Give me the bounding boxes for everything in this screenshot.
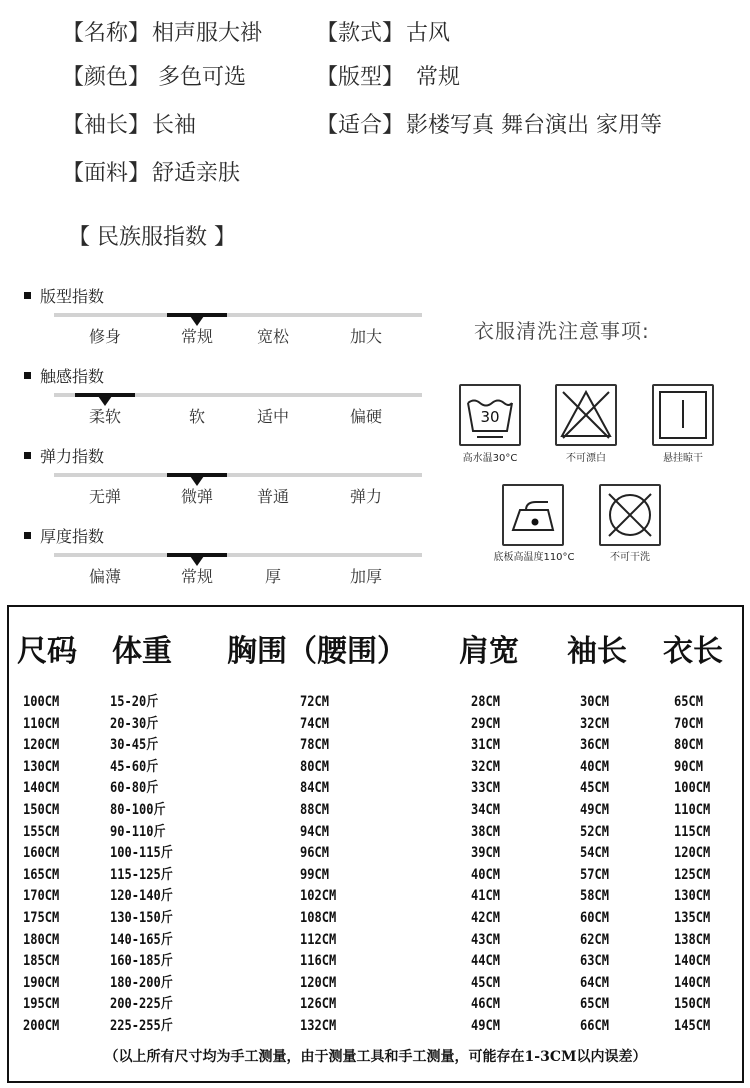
attr-fabric-key: 【面料】 [62, 161, 151, 186]
bullet-square-icon [24, 292, 31, 299]
index-title-text: 弹力指数 [40, 447, 105, 466]
header-size: 尺码 [17, 634, 77, 669]
table-row [9, 908, 742, 930]
cell-chest: 116CM [300, 953, 337, 970]
cell-chest: 102CM [300, 888, 337, 905]
cell-weight: 60-80斤 [110, 780, 159, 797]
attr-name [62, 20, 262, 48]
index-option-label: 加大 [349, 327, 382, 346]
index-option-label: 软 [188, 407, 205, 426]
cell-shoulder: 40CM [471, 866, 500, 883]
cell-sleeve: 62CM [580, 931, 609, 948]
cell-size: 160CM [23, 845, 60, 862]
cell-length: 115CM [674, 823, 711, 840]
index-title [24, 367, 104, 387]
cell-chest: 94CM [300, 823, 329, 840]
cell-size: 190CM [23, 974, 60, 991]
attr-style [316, 20, 450, 48]
attr-suitable-value: 影楼写真 舞台演出 家用等 [406, 113, 663, 138]
attr-sleeve [62, 112, 196, 140]
attr-name-value: 相声服大褂 [152, 21, 263, 46]
cell-shoulder: 41CM [471, 888, 500, 905]
cell-length: 140CM [674, 974, 711, 991]
table-row [9, 843, 742, 865]
attr-fit-key: 【版型】 [316, 65, 405, 90]
cell-shoulder: 45CM [471, 974, 500, 991]
cell-sleeve: 36CM [580, 737, 609, 754]
index-option-label: 适中 [256, 407, 289, 426]
index-pointer-icon [190, 556, 204, 566]
cell-shoulder: 43CM [471, 931, 500, 948]
cell-chest: 78CM [300, 737, 329, 754]
cell-chest: 96CM [300, 845, 329, 862]
wash-temp-number: 30 [480, 408, 500, 426]
iron-caption: 底板高温度110°C [493, 552, 575, 563]
table-row [9, 865, 742, 887]
ethnic-index-title: 【 民族服指数 】 [68, 225, 236, 250]
cell-size: 130CM [23, 758, 60, 775]
table-row [9, 757, 742, 779]
hang-dry-caption: 悬挂晾干 [663, 453, 703, 464]
cell-shoulder: 44CM [471, 953, 500, 970]
attr-name-key: 【名称】 [62, 21, 151, 46]
cell-sleeve: 32CM [580, 715, 609, 732]
index-option-label: 微弹 [180, 487, 213, 506]
size-table [7, 605, 744, 1083]
cell-size: 195CM [23, 996, 60, 1013]
table-row [9, 822, 742, 844]
bullet-square-icon [24, 532, 31, 539]
cell-length: 65CM [674, 694, 703, 710]
table-row [9, 714, 742, 736]
cell-size: 155CM [23, 823, 60, 840]
index-title-text: 厚度指数 [40, 527, 105, 546]
index-option-label: 偏薄 [88, 567, 121, 586]
cell-size: 150CM [23, 802, 60, 818]
cell-size: 180CM [23, 931, 60, 948]
cell-chest: 108CM [300, 910, 337, 926]
cell-weight: 100-115斤 [110, 845, 173, 862]
cell-length: 110CM [674, 802, 711, 818]
attr-suitable-key: 【适合】 [316, 113, 405, 138]
cell-shoulder: 42CM [471, 910, 500, 926]
care-title: 衣服清洗注意事项: [474, 319, 650, 343]
index-option-label: 无弹 [88, 487, 121, 506]
index-option-label: 厚 [264, 567, 281, 586]
cell-sleeve: 58CM [580, 888, 609, 905]
cell-sleeve: 54CM [580, 845, 609, 862]
index-scale-track [54, 313, 422, 317]
attr-color-value: 多色可选 [158, 65, 247, 90]
no-dry-clean-icon [599, 484, 661, 546]
header-weight: 体重 [112, 634, 172, 669]
table-row [9, 930, 742, 952]
index-option-label: 常规 [180, 327, 213, 346]
cell-shoulder: 33CM [471, 780, 500, 797]
cell-sleeve: 45CM [580, 780, 609, 797]
index-scale-track [54, 553, 422, 557]
cell-length: 125CM [674, 866, 711, 883]
cell-weight: 20-30斤 [110, 715, 159, 732]
table-row [9, 692, 742, 714]
index-pointer-icon [190, 476, 204, 486]
index-option-label: 修身 [88, 327, 121, 346]
cell-length: 130CM [674, 888, 711, 905]
attr-fit [316, 64, 460, 92]
cell-size: 175CM [23, 910, 60, 926]
index-title [24, 527, 104, 547]
attr-color-key: 【颜色】 [62, 65, 151, 90]
cell-length: 100CM [674, 780, 711, 797]
cell-weight: 180-200斤 [110, 974, 173, 991]
cell-sleeve: 30CM [580, 694, 609, 710]
cell-chest: 84CM [300, 780, 329, 797]
table-row [9, 951, 742, 973]
cell-weight: 160-185斤 [110, 953, 173, 970]
cell-length: 90CM [674, 758, 703, 775]
cell-sleeve: 63CM [580, 953, 609, 970]
cell-chest: 88CM [300, 802, 329, 818]
index-option-label: 加厚 [349, 567, 382, 586]
cell-size: 140CM [23, 780, 60, 797]
cell-weight: 115-125斤 [110, 866, 173, 883]
index-pointer-icon [190, 316, 204, 326]
cell-length: 120CM [674, 845, 711, 862]
cell-length: 150CM [674, 996, 711, 1013]
cell-sleeve: 60CM [580, 910, 609, 926]
cell-shoulder: 49CM [471, 1018, 500, 1034]
cell-weight: 45-60斤 [110, 758, 159, 775]
iron-110-icon [502, 484, 564, 546]
table-row [9, 735, 742, 757]
attr-sleeve-key: 【袖长】 [62, 113, 151, 138]
index-option-label: 柔软 [88, 407, 121, 426]
cell-shoulder: 28CM [471, 694, 500, 710]
cell-size: 170CM [23, 888, 60, 905]
cell-shoulder: 34CM [471, 802, 500, 818]
index-option-label: 普通 [256, 487, 289, 506]
header-length: 衣长 [663, 634, 723, 669]
hang-dry-icon [652, 384, 714, 446]
cell-chest: 72CM [300, 694, 329, 710]
cell-length: 138CM [674, 931, 711, 948]
cell-weight: 130-150斤 [110, 910, 173, 926]
cell-weight: 15-20斤 [110, 694, 159, 710]
cell-length: 80CM [674, 737, 703, 754]
cell-weight: 90-110斤 [110, 823, 166, 840]
cell-chest: 99CM [300, 866, 329, 883]
index-scale-track [54, 473, 422, 477]
cell-weight: 120-140斤 [110, 888, 173, 905]
cell-shoulder: 38CM [471, 823, 500, 840]
cell-chest: 126CM [300, 996, 337, 1013]
index-option-label: 常规 [180, 567, 213, 586]
no-dry-clean-caption: 不可干洗 [610, 552, 650, 563]
cell-shoulder: 46CM [471, 996, 500, 1013]
index-title-text: 版型指数 [40, 287, 105, 306]
attr-style-key: 【款式】 [316, 21, 405, 46]
cell-length: 140CM [674, 953, 711, 970]
cell-sleeve: 65CM [580, 996, 609, 1013]
cell-size: 185CM [23, 953, 60, 970]
cell-chest: 112CM [300, 931, 337, 948]
cell-shoulder: 39CM [471, 845, 500, 862]
header-sleeve: 袖长 [567, 634, 627, 669]
cell-chest: 132CM [300, 1018, 337, 1034]
attr-sleeve-value: 长袖 [152, 113, 197, 138]
cell-chest: 80CM [300, 758, 329, 775]
cell-shoulder: 29CM [471, 715, 500, 732]
cell-size: 110CM [23, 715, 60, 732]
index-title [24, 447, 104, 467]
table-row [9, 800, 742, 822]
no-bleach-caption: 不可漂白 [566, 453, 606, 464]
index-option-label: 偏硬 [349, 407, 382, 426]
cell-chest: 120CM [300, 974, 337, 991]
index-title-text: 触感指数 [40, 367, 105, 386]
table-row [9, 1016, 742, 1038]
cell-size: 165CM [23, 866, 60, 883]
cell-weight: 80-100斤 [110, 802, 166, 818]
cell-chest: 74CM [300, 715, 329, 732]
index-pointer-icon [98, 396, 112, 406]
attr-style-value: 古风 [406, 21, 451, 46]
cell-sleeve: 57CM [580, 866, 609, 883]
index-title [24, 287, 104, 307]
wash-caption: 高水温30°C [462, 453, 518, 464]
table-row [9, 778, 742, 800]
attr-fabric [62, 160, 240, 188]
cell-weight: 225-255斤 [110, 1018, 173, 1034]
index-option-label: 弹力 [349, 487, 382, 506]
table-row [9, 973, 742, 995]
header-shoulder: 肩宽 [459, 634, 519, 669]
table-row [9, 886, 742, 908]
wash-30-icon [459, 384, 521, 446]
cell-weight: 140-165斤 [110, 931, 173, 948]
cell-shoulder: 32CM [471, 758, 500, 775]
cell-sleeve: 49CM [580, 802, 609, 818]
cell-length: 70CM [674, 715, 703, 732]
no-bleach-icon [555, 384, 617, 446]
cell-sleeve: 40CM [580, 758, 609, 775]
cell-size: 120CM [23, 737, 60, 754]
cell-sleeve: 66CM [580, 1018, 609, 1034]
header-chest: 胸围（腰围） [227, 634, 407, 669]
bullet-square-icon [24, 372, 31, 379]
cell-size: 100CM [23, 694, 60, 710]
attr-fit-value: 常规 [416, 65, 461, 90]
measurement-footnote: （以上所有尺寸均为手工测量，由于测量工具和手工测量，可能存在1-3CM以内误差） [104, 1049, 647, 1065]
cell-length: 135CM [674, 910, 711, 926]
attr-suitable [316, 112, 662, 140]
cell-sleeve: 52CM [580, 823, 609, 840]
attr-color [62, 64, 246, 92]
cell-weight: 200-225斤 [110, 996, 173, 1013]
bullet-square-icon [24, 452, 31, 459]
cell-length: 145CM [674, 1018, 711, 1034]
cell-sleeve: 64CM [580, 974, 609, 991]
index-option-label: 宽松 [256, 327, 289, 346]
attr-fabric-value: 舒适亲肤 [152, 161, 241, 186]
cell-weight: 30-45斤 [110, 737, 159, 754]
table-row [9, 994, 742, 1016]
cell-size: 200CM [23, 1018, 60, 1034]
cell-shoulder: 31CM [471, 737, 500, 754]
